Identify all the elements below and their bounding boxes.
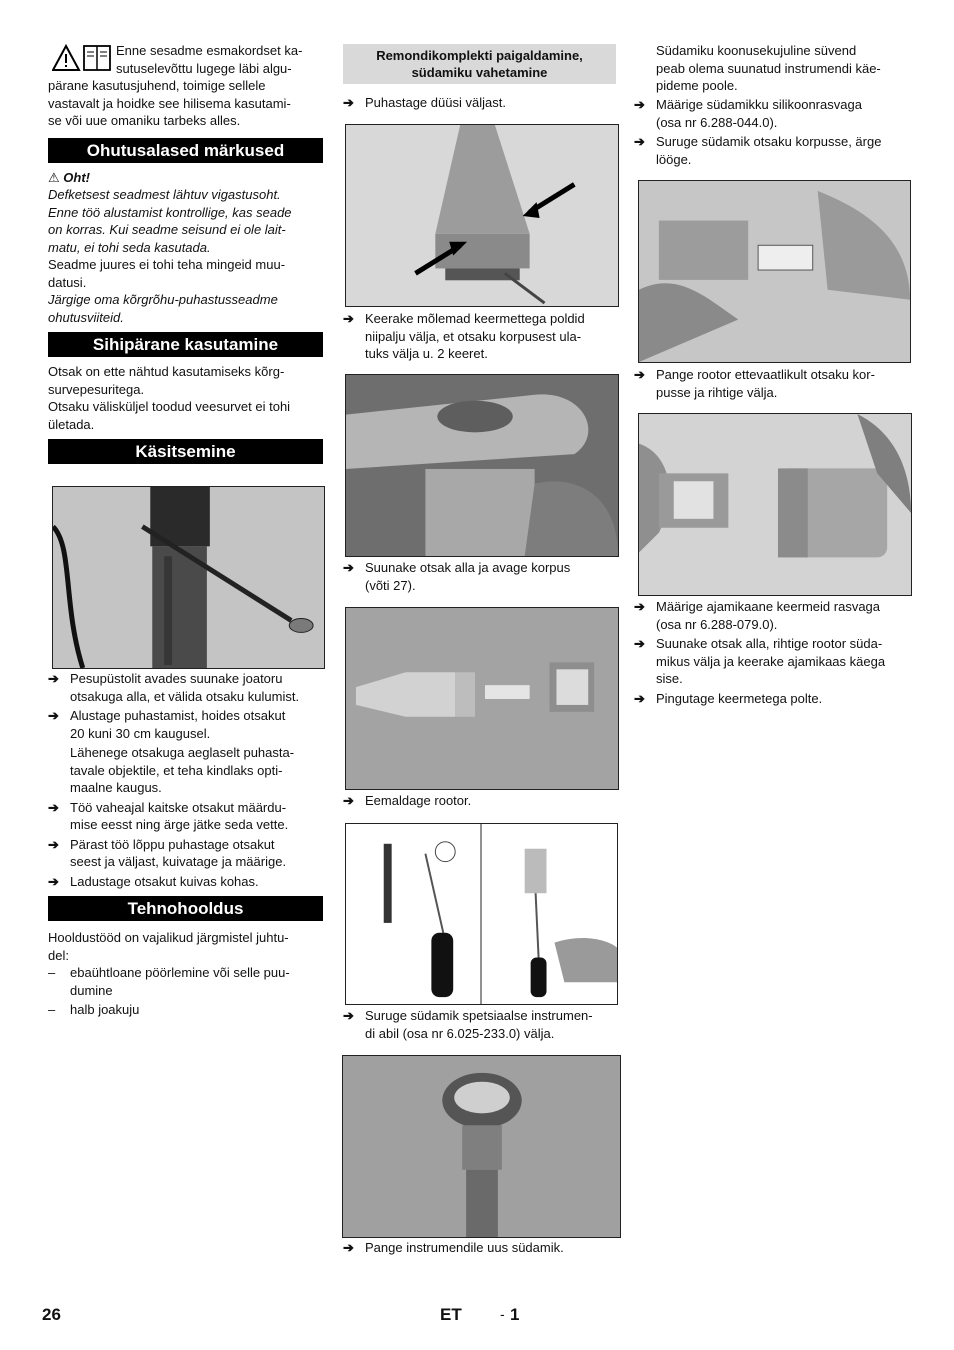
step-line: (võti 27). (365, 577, 416, 593)
footer-separator: - (500, 1306, 505, 1322)
danger-line: matu, ei tohi seda kasutada. (48, 239, 211, 255)
handling-steps (48, 670, 323, 1019)
step-line: Määrige ajamikaane keermeid rasvaga (656, 599, 881, 614)
section-heading-handling: Käsitsemine (48, 439, 323, 464)
step-line: mise eesst ning ärge jätke seda vette. (70, 817, 289, 832)
list-item: – halb joakuju (48, 1001, 323, 1019)
arrow-icon: ➔ (634, 97, 645, 112)
list-item (634, 690, 916, 708)
step-line: Määrige südamikku silikoonrasvaga (656, 97, 862, 112)
safety-italic-line: ohutusviiteid. (48, 309, 124, 325)
column-3-steps (634, 96, 916, 168)
column-1 (48, 42, 323, 464)
danger-label (48, 169, 323, 187)
step-line: Suruge südamik otsaku korpusse, ärge (656, 134, 882, 149)
danger-title: Oht! (63, 169, 90, 185)
note-line: tavale objektile, et teha kindlaks opti- (70, 762, 283, 778)
step-line: Puhastage düüsi väljast. (365, 95, 506, 110)
danger-line: Defketsest seadmest lähtuv vigastusoht. (48, 187, 281, 202)
intro-line: Enne sesadme esmakordset ka- (116, 43, 303, 58)
photo-disassembled-nozzle (345, 607, 619, 790)
safety-line: Seadme juures ei tohi teha mingeid muu- (48, 257, 286, 272)
warning-icon: ⚠ (48, 169, 60, 185)
photo-wrench-opening-housing (345, 374, 619, 557)
step-line: Pärast töö lõppu puhastage otsakut (70, 836, 275, 852)
section-heading-intended-use: Sihipärane kasutamine (48, 332, 323, 357)
section-heading-maintenance: Tehnohooldus (48, 896, 323, 921)
arrow-icon: ➔ (343, 560, 354, 575)
list-item (634, 598, 916, 633)
step-line: Eemaldage rootor. (365, 793, 472, 808)
indented-note (634, 42, 938, 95)
maint-line: del: (48, 947, 69, 963)
list-item (634, 96, 916, 131)
arrow-icon: ➔ (634, 599, 645, 614)
step-line: Pesupüstolit avades suunake joatoru (70, 671, 283, 686)
note-line: pideme poole. (656, 78, 738, 93)
photo-drive-cover-and-housing (638, 413, 912, 596)
language-code: ET (440, 1305, 462, 1324)
list-item (48, 670, 323, 705)
step-line: Suunake otsak alla ja avage korpus (365, 560, 571, 575)
list-item (343, 559, 640, 594)
list-item (634, 133, 916, 168)
maint-item-line: halb joakuju (70, 1002, 140, 1017)
use-line: Otsak on ette nähtud kasutamiseks kõrg- (48, 364, 285, 379)
arrow-icon: ➔ (48, 836, 59, 852)
step-line: di abil (osa nr 6.025-233.0) välja. (365, 1025, 555, 1041)
intro-line: se või uue omaniku tarbeks alles. (48, 113, 241, 128)
step-line: Töö vaheajal kaitske otsakut määrdu- (70, 799, 287, 815)
photo-new-core-on-tool (342, 1055, 621, 1238)
safety-italic-line: Järgige oma kõrgrõhu-puhastusseadme (48, 292, 278, 307)
photo-core-insertion (638, 180, 911, 363)
intro-block (48, 42, 323, 130)
intro-line: pärane kasutusjuhend, toimige sellele (48, 78, 266, 93)
list-item (48, 873, 323, 891)
note-line: Südamiku koonusekujuline süvend (656, 43, 857, 58)
heading-line: südamiku vahetamine (411, 65, 548, 80)
intro-line: vastavalt ja hoidke see hilisema kasutami- (48, 95, 291, 111)
maint-line: Hooldustööd on vajalikud järgmistel juhtu- (48, 930, 289, 945)
arrow-icon: ➔ (343, 95, 354, 110)
list-item (343, 1239, 640, 1257)
arrow-icon: ➔ (343, 793, 354, 808)
arrow-icon: ➔ (343, 1008, 354, 1023)
photo-operator-with-spray-gun (52, 486, 325, 669)
note-line: peab olema suunatud instrumendi käe- (656, 60, 881, 76)
page-number: 26 (42, 1305, 61, 1324)
step-line: Alustage puhastamist, hoides otsakut (70, 708, 286, 723)
arrow-icon: ➔ (634, 636, 645, 651)
step-line: Ladustage otsakut kuivas kohas. (70, 873, 259, 889)
step-line: Pange rootor ettevaatlikult otsaku kor- (656, 367, 875, 382)
step-line: seest ja väljast, kuivatage ja määrige. (70, 854, 287, 869)
maint-item-line: dumine (70, 982, 113, 998)
arrow-icon: ➔ (343, 1240, 354, 1255)
list-item: – ebaühtloane pöörlemine või selle puu- dumine (48, 964, 323, 999)
use-line: survepesuritega. (48, 381, 145, 397)
intro-line: sutuselevõttu lugege läbi algu- (116, 60, 292, 76)
list-item (48, 836, 323, 871)
list-item (634, 635, 916, 688)
arrow-icon: ➔ (634, 690, 645, 706)
step-line: pusse ja rihtige välja. (656, 384, 778, 400)
note-line: Lähenege otsakuga aeglaselt puhasta- (70, 745, 295, 760)
danger-line: Enne töö alustamist kontrollige, kas seade (48, 204, 292, 220)
list-item (634, 366, 938, 401)
step-line: otsakuga alla, et välida otsaku kulumist. (70, 688, 300, 704)
indented-note (48, 744, 323, 797)
use-line: Otsaku välisküljel toodud veesurvet ei tohi (48, 399, 291, 414)
step-line: Suunake otsak alla, rihtige rootor süda- (656, 636, 883, 651)
list-item (48, 707, 323, 742)
use-line: ületada. (48, 416, 95, 432)
list-item (343, 310, 640, 363)
list-item (343, 1007, 640, 1042)
step-line: niipalju välja, et otsaku korpusest ula- (365, 328, 582, 344)
step-line: 20 kuni 30 cm kaugusel. (70, 725, 211, 741)
arrow-icon: ➔ (48, 873, 59, 889)
safety-line: datusi. (48, 274, 87, 290)
arrow-icon: ➔ (48, 708, 59, 723)
step-line: (osa nr 6.288-044.0). (656, 114, 778, 130)
danger-line: on korras. Kui seadme seisund ei ole lait- (48, 222, 286, 237)
section-heading-repair-kit (343, 44, 616, 84)
arrow-icon: ➔ (634, 367, 645, 382)
arrow-icon: ➔ (343, 311, 354, 326)
step-line: lööge. (656, 151, 692, 167)
step-line: Keerake mõlemad keermettega poldid (365, 311, 585, 326)
section-page-number: 1 (510, 1305, 520, 1324)
section-heading-safety: Ohutusalased märkused (48, 138, 323, 163)
column-3-steps-lower (634, 598, 916, 707)
step-line: sise. (656, 671, 683, 686)
step-line: Pingutage keermetega polte. (656, 690, 823, 706)
list-item (343, 792, 640, 810)
step-line: Pange instrumendile uus südamik. (365, 1240, 564, 1255)
heading-line: Remondikomplekti paigaldamine, (376, 48, 583, 63)
list-item (48, 799, 323, 834)
maint-item-line: ebaühtloane pöörlemine või selle puu- (70, 965, 290, 980)
warning-manual-icon (52, 44, 114, 74)
step-line: tuks välja u. 2 keeret. (365, 346, 488, 361)
arrow-icon: ➔ (48, 671, 59, 686)
note-line: maalne kaugus. (70, 780, 162, 795)
photo-core-extraction-tool (345, 823, 618, 1005)
step-line: Suruge südamik spetsiaalse instrumen- (365, 1008, 593, 1023)
arrow-icon: ➔ (634, 134, 645, 149)
step-line: (osa nr 6.288-079.0). (656, 616, 778, 632)
photo-nozzle-bolts (345, 124, 619, 307)
list-item (343, 94, 640, 112)
arrow-icon: ➔ (48, 799, 59, 815)
step-line: mikus välja ja keerake ajamikaas käega (656, 653, 886, 669)
